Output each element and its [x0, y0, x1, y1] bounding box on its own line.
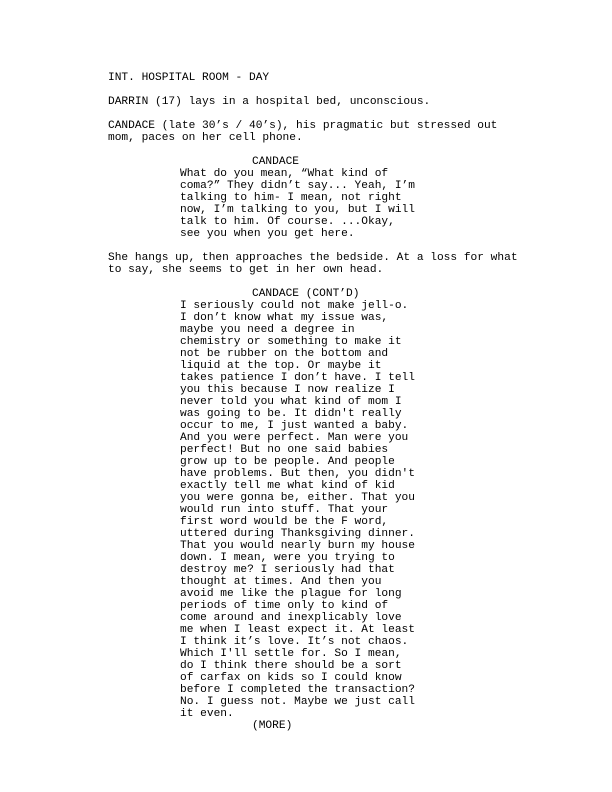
dialogue-line: chemistry or something to make it — [180, 336, 402, 348]
dialogue-line: periods of time only to kind of — [180, 600, 389, 612]
dialogue-line: What do you mean, “What kind of — [180, 168, 389, 180]
character-name: CANDACE (CONT’D) — [252, 288, 360, 300]
dialogue-line: would run into stuff. That your — [180, 504, 389, 516]
dialogue-line: it even. — [180, 708, 234, 720]
dialogue-line: have problems. But then, you didn't — [180, 468, 415, 480]
character-name: CANDACE — [252, 156, 299, 168]
dialogue-line: That you would nearly burn my house — [180, 540, 415, 552]
dialogue-line: grow up to be people. And people — [180, 456, 395, 468]
dialogue-line: destroy me? I seriously had that — [180, 564, 395, 576]
dialogue-line: talking to him- I mean, not right — [180, 192, 402, 204]
dialogue-line: coma?” They didn’t say... Yeah, I’m — [180, 180, 415, 192]
dialogue-line: come around and inexplicably love — [180, 612, 402, 624]
dialogue-line: see you when you get here. — [180, 228, 355, 240]
dialogue-line: I seriously could not make jell-o. — [180, 300, 409, 312]
dialogue-line: And you were perfect. Man were you — [180, 432, 409, 444]
dialogue-line: down. I mean, were you trying to — [180, 552, 395, 564]
dialogue-line: No. I guess not. Maybe we just call — [180, 696, 415, 708]
dialogue-line: takes patience I don’t have. I tell — [180, 372, 415, 384]
dialogue-line: I don’t know what my issue was, — [180, 312, 389, 324]
dialogue-line: perfect! But no one said babies — [180, 444, 389, 456]
dialogue-line: was going to be. It didn't really — [180, 408, 402, 420]
dialogue-line: me when I least expect it. At least — [180, 624, 415, 636]
dialogue-line: liquid at the top. Or maybe it — [180, 360, 382, 372]
dialogue-line: never told you what kind of mom I — [180, 396, 402, 408]
dialogue-line: Which I'll settle for. So I mean, — [180, 648, 402, 660]
dialogue-line: you this because I now realize I — [180, 384, 395, 396]
dialogue-line: first word would be the F word, — [180, 516, 389, 528]
dialogue-line: of carfax on kids so I could know — [180, 672, 402, 684]
dialogue-line: thought at times. And then you — [180, 576, 382, 588]
action-line: She hangs up, then approaches the bedside. At a loss for what — [108, 252, 518, 264]
action-line: DARRIN (17) lays in a hospital bed, unconscious. — [108, 96, 431, 108]
dialogue-line: occur to me, I just wanted a baby. — [180, 420, 409, 432]
dialogue-line: I think it’s love. It’s not chaos. — [180, 636, 409, 648]
dialogue-line: uttered during Thanksgiving dinner. — [180, 528, 415, 540]
dialogue-line: talk to him. Of course. ...Okay, — [180, 216, 395, 228]
dialogue-line: exactly tell me what kind of kid — [180, 480, 395, 492]
dialogue-line: maybe you need a degree in — [180, 324, 355, 336]
action-line: CANDACE (late 30’s / 40’s), his pragmatic but stressed out — [108, 120, 498, 132]
scene-heading: INT. HOSPITAL ROOM - DAY — [108, 72, 270, 84]
dialogue-line: before I completed the transaction? — [180, 684, 415, 696]
dialogue-line: not be rubber on the bottom and — [180, 348, 389, 360]
dialogue-line: you were gonna be, either. That you — [180, 492, 415, 504]
dialogue-line: now, I’m talking to you, but I will — [180, 204, 415, 216]
action-line: to say, she seems to get in her own head. — [108, 264, 384, 276]
dialogue-line: avoid me like the plague for long — [180, 588, 402, 600]
dialogue-line: do I think there should be a sort — [180, 660, 402, 672]
more-marker: (MORE) — [252, 720, 293, 732]
action-line: mom, paces on her cell phone. — [108, 132, 303, 144]
